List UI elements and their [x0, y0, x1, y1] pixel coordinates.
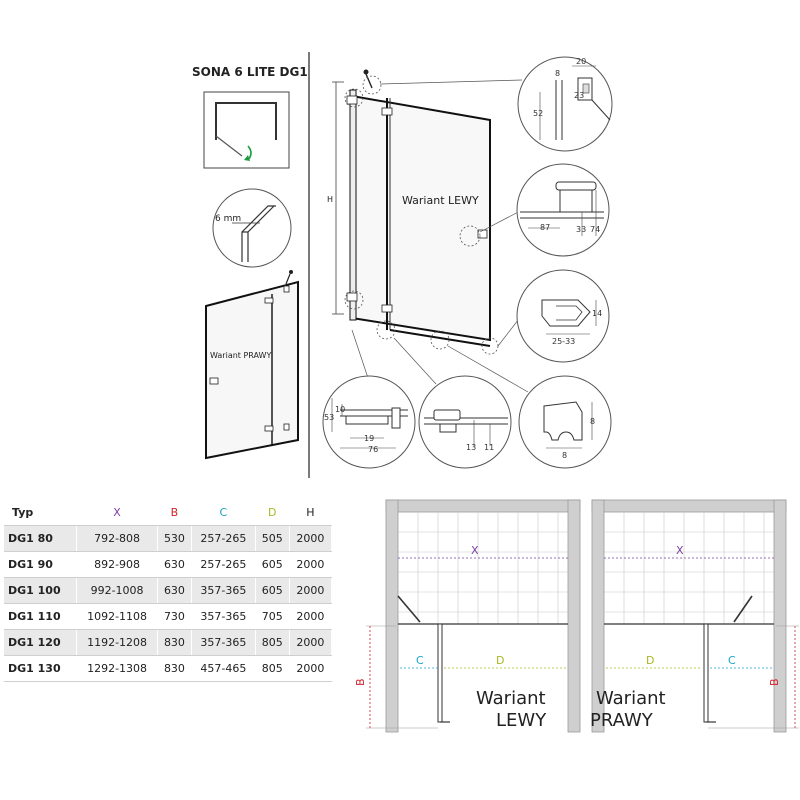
prawy-b-label: B: [768, 678, 781, 686]
detail-handle: [517, 164, 609, 256]
cell-h: 2000: [289, 630, 331, 656]
bottom-profile-dim-4: 76: [368, 445, 379, 454]
cell-typ: DG1 90: [4, 552, 77, 578]
table-row: [4, 604, 332, 630]
header-d: D: [255, 500, 289, 526]
cell-h: 2000: [289, 604, 331, 630]
bottom-profile-dim-3: 19: [364, 434, 375, 443]
cell-b: 530: [158, 526, 192, 552]
cell-d: 505: [255, 526, 289, 552]
handle-dim-1: 87: [540, 223, 551, 232]
cell-h: 2000: [289, 526, 331, 552]
lewy-c-label: C: [416, 654, 424, 667]
door-prawy-small: [206, 270, 298, 458]
cell-typ: DG1 100: [4, 578, 77, 604]
prawy-d-label: D: [646, 654, 655, 667]
table-row: [4, 578, 332, 604]
cell-b: 730: [158, 604, 192, 630]
cell-h: 2000: [289, 552, 331, 578]
seal-dim-2: 11: [484, 443, 495, 452]
lewy-x-label: X: [471, 544, 479, 557]
cell-d: 705: [255, 604, 289, 630]
cell-d: 805: [255, 630, 289, 656]
bottom-profile-dim-1: 53: [324, 413, 335, 422]
seal-dim-1: 13: [466, 443, 477, 452]
top-hinge-dim-2: 8: [555, 69, 561, 78]
detail-bottom-profile: [323, 376, 415, 468]
lewy-b-label: B: [354, 678, 367, 686]
header-b: B: [158, 500, 192, 526]
spec-table: [4, 500, 332, 682]
header-typ: Typ: [4, 500, 77, 526]
handle-dim-3: 74: [590, 225, 601, 234]
prawy-variant-word-2: PRAWY: [590, 710, 653, 731]
detail-seal: [419, 376, 511, 468]
cell-typ: DG1 120: [4, 630, 77, 656]
door-lewy-main: [327, 70, 528, 393]
floor-plan-prawy: [590, 500, 799, 732]
glass-thickness-label: 6 mm: [215, 214, 242, 224]
cell-x: 992-1008: [77, 578, 158, 604]
handle-dim-2: 33: [576, 225, 587, 234]
prawy-variant-word-1: Wariant: [596, 688, 666, 709]
cell-c: 257-265: [191, 526, 255, 552]
dimension-h-label: H: [327, 195, 334, 204]
table-row: [4, 656, 332, 682]
header-h: H: [289, 500, 331, 526]
cell-h: 2000: [289, 656, 331, 682]
lewy-variant-word-2: LEWY: [496, 710, 547, 731]
detail-end-cap: [519, 376, 611, 468]
bottom-profile-dim-2: 10: [335, 405, 346, 414]
cell-b: 630: [158, 578, 192, 604]
cell-h: 2000: [289, 578, 331, 604]
prawy-x-label: X: [676, 544, 684, 557]
gasket-dim-1: 14: [592, 309, 603, 318]
cell-c: 357-365: [191, 604, 255, 630]
small-door-variant-label: Wariant PRAWY: [210, 351, 272, 360]
cell-b: 630: [158, 552, 192, 578]
cell-x: 1092-1108: [77, 604, 158, 630]
floor-plan-lewy: [354, 500, 580, 732]
cell-c: 357-365: [191, 630, 255, 656]
spec-table-header: [4, 500, 332, 526]
product-title: SONA 6 LITE DG1: [192, 65, 308, 79]
header-x: X: [77, 500, 158, 526]
detail-gasket: [517, 270, 609, 362]
cell-d: 805: [255, 656, 289, 682]
cell-b: 830: [158, 656, 192, 682]
gasket-dim-2: 25-33: [552, 337, 576, 346]
top-hinge-dim-1: 20: [576, 57, 587, 66]
cell-x: 792-808: [77, 526, 158, 552]
top-view-icon: [204, 92, 289, 168]
cell-typ: DG1 80: [4, 526, 77, 552]
cell-x: 1192-1208: [77, 630, 158, 656]
end-cap-dim-2: 8: [562, 451, 568, 460]
cell-x: 892-908: [77, 552, 158, 578]
main-door-variant-label: Wariant LEWY: [402, 194, 479, 207]
cell-c: 457-465: [191, 656, 255, 682]
header-c: C: [191, 500, 255, 526]
table-row: [4, 630, 332, 656]
prawy-c-label: C: [728, 654, 736, 667]
lewy-variant-word-1: Wariant: [476, 688, 546, 709]
cell-x: 1292-1308: [77, 656, 158, 682]
lewy-d-label: D: [496, 654, 505, 667]
end-cap-dim-1: 8: [590, 417, 596, 426]
table-row: [4, 526, 332, 552]
detail-top-hinge: [518, 57, 612, 151]
cell-typ: DG1 130: [4, 656, 77, 682]
cell-c: 257-265: [191, 552, 255, 578]
cell-typ: DG1 110: [4, 604, 77, 630]
cell-d: 605: [255, 578, 289, 604]
top-hinge-dim-4: 52: [533, 109, 544, 118]
glass-thickness-detail: [213, 189, 291, 267]
cell-c: 357-365: [191, 578, 255, 604]
table-row: [4, 552, 332, 578]
top-hinge-dim-3: 23: [574, 91, 585, 100]
cell-b: 830: [158, 630, 192, 656]
cell-d: 605: [255, 552, 289, 578]
